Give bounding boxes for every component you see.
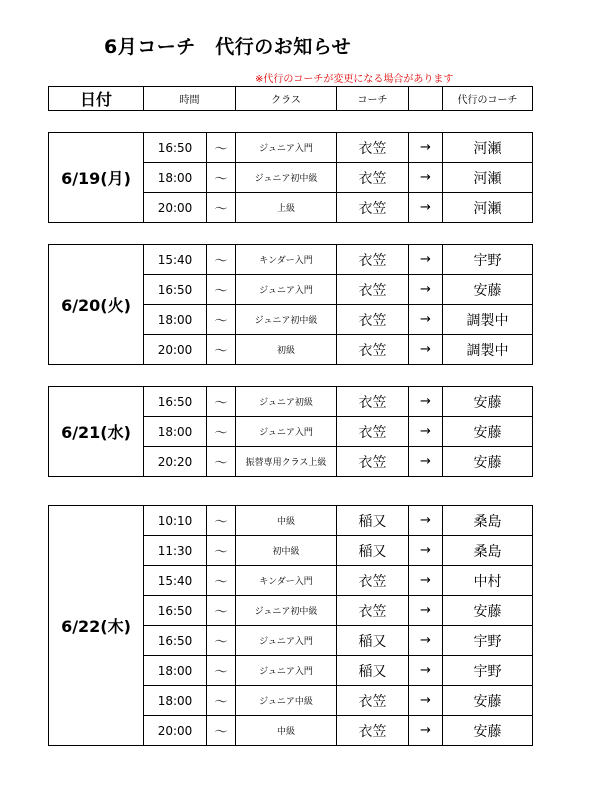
header-time: 時間 [144,87,236,111]
schedule-block [48,244,533,365]
header-row [49,87,533,111]
schedule-row [49,387,533,417]
substitute-coach-cell: 調製中 [443,305,533,335]
header-class: クラス [236,87,337,111]
class-cell: 上級 [236,193,337,223]
tilde-cell: 〜 [207,335,236,365]
time-cell: 20:00 [144,193,207,223]
change-notice: ※代行のコーチが変更になる場合があります [255,74,454,85]
date-cell: 6/21(水) [49,387,144,477]
substitute-coach-cell: 中村 [443,566,533,596]
coach-cell: 衣笠 [337,193,409,223]
class-cell: ジュニア中級 [236,686,337,716]
class-cell: ジュニア初中級 [236,305,337,335]
class-cell: ジュニア初中級 [236,163,337,193]
time-cell: 20:20 [144,447,207,477]
class-cell: ジュニア入門 [236,656,337,686]
arrow-cell: → [409,566,443,596]
schedule-row [49,133,533,163]
arrow-cell: → [409,417,443,447]
class-cell: キンダー入門 [236,245,337,275]
arrow-cell: → [409,656,443,686]
coach-cell: 衣笠 [337,417,409,447]
arrow-cell: → [409,133,443,163]
tilde-cell: 〜 [207,387,236,417]
coach-cell: 衣笠 [337,447,409,477]
time-cell: 18:00 [144,686,207,716]
tilde-cell: 〜 [207,193,236,223]
time-cell: 16:50 [144,596,207,626]
coach-cell: 衣笠 [337,686,409,716]
date-cell: 6/22(木) [49,506,144,746]
substitute-coach-cell: 安藤 [443,417,533,447]
coach-cell: 衣笠 [337,163,409,193]
arrow-cell: → [409,716,443,746]
time-cell: 10:10 [144,506,207,536]
substitute-coach-cell: 河瀬 [443,163,533,193]
substitute-coach-cell: 河瀬 [443,133,533,163]
time-cell: 18:00 [144,656,207,686]
class-cell: ジュニア入門 [236,275,337,305]
class-cell: ジュニア初級 [236,387,337,417]
coach-cell: 稲又 [337,626,409,656]
time-cell: 16:50 [144,387,207,417]
coach-cell: 衣笠 [337,133,409,163]
coach-cell: 稲又 [337,506,409,536]
tilde-cell: 〜 [207,626,236,656]
header-date: 日付 [49,87,144,111]
arrow-cell: → [409,163,443,193]
class-cell: 中級 [236,506,337,536]
substitute-coach-cell: 宇野 [443,656,533,686]
time-cell: 15:40 [144,566,207,596]
class-cell: ジュニア初中級 [236,596,337,626]
substitute-coach-cell: 桑島 [443,506,533,536]
substitute-coach-cell: 安藤 [443,275,533,305]
schedule-row [49,506,533,536]
time-cell: 11:30 [144,536,207,566]
arrow-cell: → [409,447,443,477]
schedule-block [48,505,533,746]
substitute-coach-cell: 河瀬 [443,193,533,223]
tilde-cell: 〜 [207,245,236,275]
time-cell: 16:50 [144,275,207,305]
coach-cell: 衣笠 [337,245,409,275]
header-arrow-spacer [409,87,443,111]
class-cell: 振替専用クラス上級 [236,447,337,477]
time-cell: 18:00 [144,417,207,447]
class-cell: 初中級 [236,536,337,566]
tilde-cell: 〜 [207,686,236,716]
coach-cell: 稲又 [337,656,409,686]
substitute-coach-cell: 宇野 [443,245,533,275]
substitute-coach-cell: 桑島 [443,536,533,566]
header-table [48,86,533,111]
schedule-block [48,132,533,223]
class-cell: ジュニア入門 [236,626,337,656]
substitute-coach-cell: 調製中 [443,335,533,365]
coach-cell: 衣笠 [337,305,409,335]
class-cell: キンダー入門 [236,566,337,596]
class-cell: 初級 [236,335,337,365]
date-cell: 6/20(火) [49,245,144,365]
schedule-row [49,245,533,275]
substitute-coach-cell: 安藤 [443,596,533,626]
tilde-cell: 〜 [207,596,236,626]
date-cell: 6/19(月) [49,133,144,223]
substitute-coach-cell: 安藤 [443,447,533,477]
tilde-cell: 〜 [207,417,236,447]
arrow-cell: → [409,506,443,536]
arrow-cell: → [409,245,443,275]
tilde-cell: 〜 [207,716,236,746]
coach-cell: 衣笠 [337,566,409,596]
arrow-cell: → [409,686,443,716]
time-cell: 16:50 [144,626,207,656]
tilde-cell: 〜 [207,506,236,536]
header-coach: コーチ [337,87,409,111]
tilde-cell: 〜 [207,656,236,686]
arrow-cell: → [409,335,443,365]
substitute-coach-cell: 安藤 [443,387,533,417]
page-title: 6月コーチ 代行のお知らせ [104,36,352,58]
substitute-coach-cell: 宇野 [443,626,533,656]
header-substitute: 代行のコーチ [443,87,533,111]
coach-cell: 衣笠 [337,335,409,365]
tilde-cell: 〜 [207,447,236,477]
time-cell: 18:00 [144,163,207,193]
coach-cell: 衣笠 [337,596,409,626]
coach-cell: 稲又 [337,536,409,566]
tilde-cell: 〜 [207,566,236,596]
substitute-coach-cell: 安藤 [443,716,533,746]
time-cell: 20:00 [144,716,207,746]
time-cell: 20:00 [144,335,207,365]
tilde-cell: 〜 [207,275,236,305]
arrow-cell: → [409,275,443,305]
coach-cell: 衣笠 [337,716,409,746]
arrow-cell: → [409,305,443,335]
time-cell: 16:50 [144,133,207,163]
arrow-cell: → [409,596,443,626]
coach-cell: 衣笠 [337,387,409,417]
schedule-block [48,386,533,477]
time-cell: 18:00 [144,305,207,335]
arrow-cell: → [409,626,443,656]
tilde-cell: 〜 [207,536,236,566]
class-cell: ジュニア入門 [236,417,337,447]
coach-cell: 衣笠 [337,275,409,305]
arrow-cell: → [409,387,443,417]
tilde-cell: 〜 [207,305,236,335]
arrow-cell: → [409,536,443,566]
time-cell: 15:40 [144,245,207,275]
class-cell: 中級 [236,716,337,746]
tilde-cell: 〜 [207,133,236,163]
substitute-coach-cell: 安藤 [443,686,533,716]
class-cell: ジュニア入門 [236,133,337,163]
arrow-cell: → [409,193,443,223]
tilde-cell: 〜 [207,163,236,193]
